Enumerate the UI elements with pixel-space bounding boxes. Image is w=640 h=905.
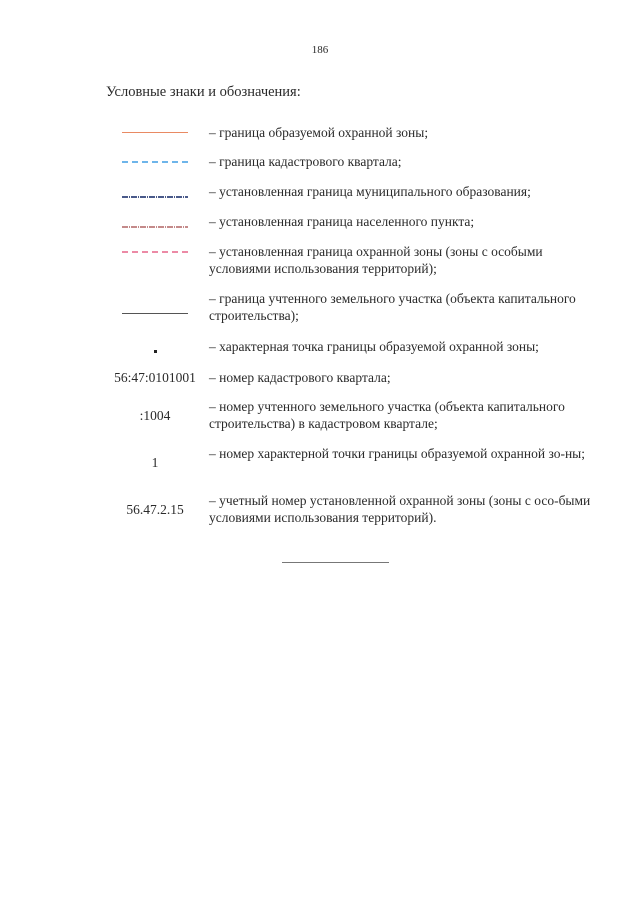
legend-description: – номер характерной точки границы образуемой охранной зо-ны; — [209, 446, 585, 461]
legend-description: – установленная граница населенного пункта; — [209, 214, 475, 229]
legend-description: – установленная граница охранной зоны (зоны с особыми условиями использования территорий); — [209, 244, 543, 276]
legend-symbol-text: 1 — [151, 455, 159, 470]
dashdot-red-line-icon — [122, 226, 188, 228]
point-icon — [154, 350, 157, 353]
page-number: 186 — [311, 44, 329, 56]
legend-heading: Условные знаки и обозначения: — [106, 84, 301, 100]
legend-description: – номер учтенного земельного участка (объекта капитального строительства) в кадастровом квартале; — [209, 399, 565, 431]
legend-description: – граница кадастрового квартала; — [209, 154, 402, 169]
legend-description: – характерная точка границы образуемой охранной зоны; — [209, 339, 539, 354]
legend-description: – граница образуемой охранной зоны; — [209, 125, 429, 140]
closing-divider — [282, 562, 389, 563]
solid-black-line-icon — [122, 313, 188, 314]
legend-description: – учетный номер установленной охранной зоны (зоны с осо-быми условиями использования территорий). — [209, 493, 591, 525]
legend-symbol-text: 56:47:0101001 — [114, 370, 196, 385]
legend-description: – установленная граница муниципального образования; — [209, 184, 531, 199]
legend-description: – номер кадастрового квартала; — [209, 370, 391, 385]
legend-symbol-text: :1004 — [139, 408, 171, 423]
dashdot-navy-line-icon — [122, 196, 188, 198]
dashed-blue-line-icon — [122, 161, 188, 163]
legend-symbol-text: 56.47.2.15 — [126, 502, 184, 517]
legend-description: – граница учтенного земельного участка (объекта капитального строительства); — [209, 291, 576, 323]
dashed-pink-line-icon — [122, 251, 188, 253]
solid-orange-line-icon — [122, 132, 188, 133]
